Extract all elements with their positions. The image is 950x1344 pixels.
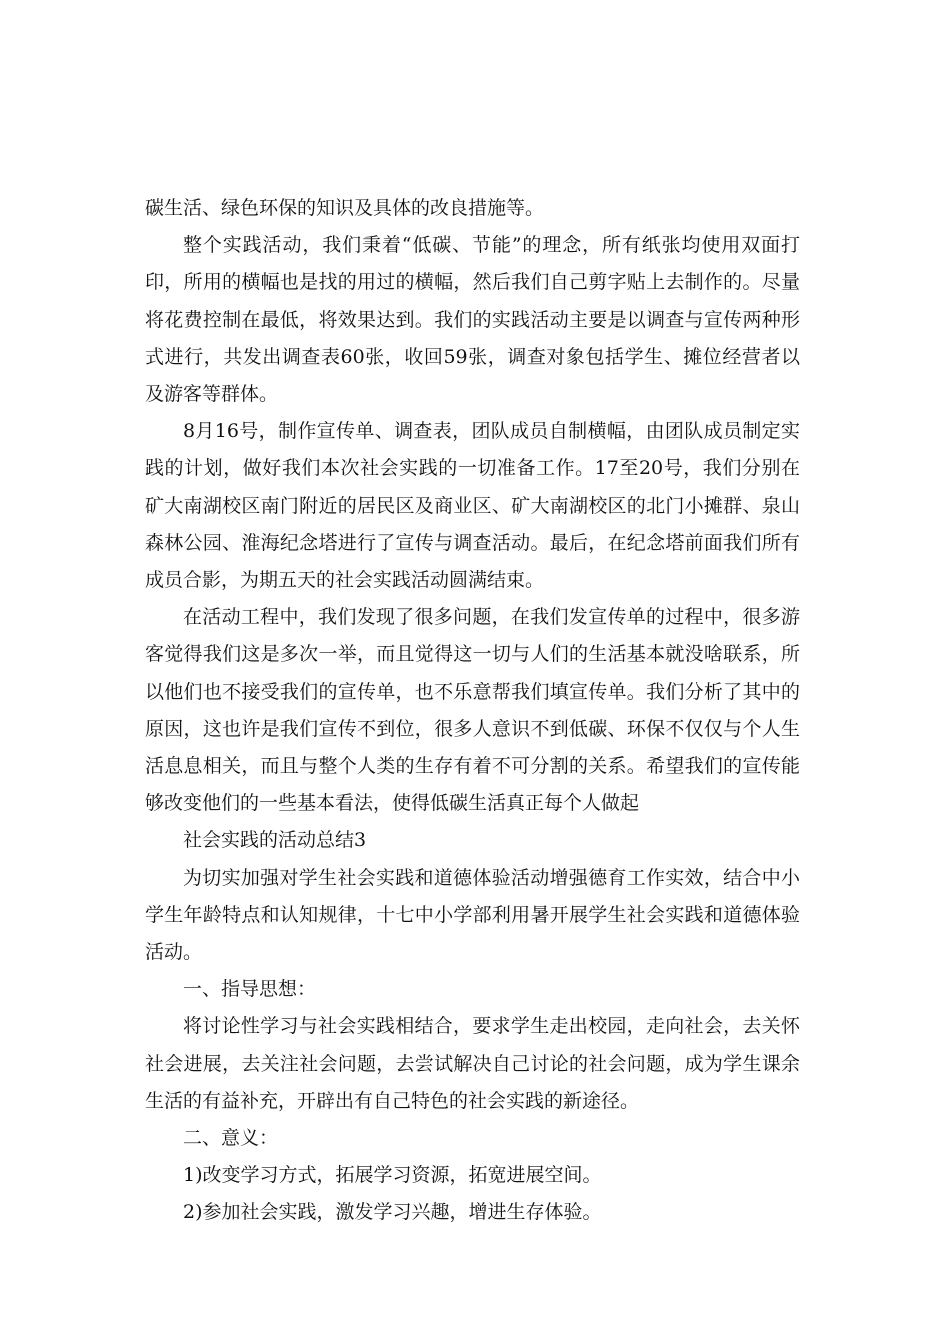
list-item-significance-1: 1)改变学习方式，拓展学习资源，拓宽进展空间。 (183, 1164, 602, 1187)
paragraph-summary-intro: 为切实加强对学生社会实践和道德体验活动增强德育工作实效，结合中小学生年龄特点和认知规律，十七中小学部利用暑开展学生社会实践和道德体验活动。 (145, 866, 800, 964)
paragraph-problems-found: 在活动工程中，我们发现了很多问题，在我们发宣传单的过程中，很多游客觉得我们这是多次一举，而且觉得这一切与人们的生活基本就没啥联系，所以他们也不接受我们的宣传单，也不乐意帮我们填宣传单。我们分析了其中的原因，这也许是我们宣传不到位，很多人意识不到低碳、环保不仅仅与个人生活息息相关，而且与整个人类的生存有着不可分割的关系。希望我们的宣传能够改变他们的一些基本看法，使得低碳生活真正每个人做起 (145, 606, 800, 815)
paragraph-continued-low-carbon: 碳生活、绿色环保的知识及具体的改良措施等。 (145, 197, 545, 219)
paragraph-schedule: 8月16号，制作宣传单、调查表，团队成员自制横幅，由团队成员制定实践的计划，做好我们本次社会实践的一切准备工作。17至20号，我们分别在矿大南湖校区南门附近的居民区及商业区、矿大南湖校区的北门小摊群、泉山森林公园、淮海纪念塔进行了宣传与调查活动。最后，在纪念塔前面我们所有成员合影，为期五天的社会实践活动圆满结束。 (145, 420, 800, 592)
list-item-significance-2: 2)参加社会实践，激发学习兴趣，增进生存体验。 (183, 1201, 602, 1224)
section-heading-summary-3: 社会实践的活动总结3 (183, 829, 367, 852)
heading-significance: 二、意义： (183, 1127, 279, 1150)
paragraph-guiding-ideology: 将讨论性学习与社会实践相结合，要求学生走出校园，走向社会，去关怀社会进展，去关注社会问题，去尝试解决自己讨论的社会问题，成为学生课余生活的有益补充，开辟出有自己特色的社会实践的新途径。 (145, 1015, 800, 1112)
document-body (145, 190, 800, 1232)
paragraph-practice-overview: 整个实践活动，我们秉着“低碳、节能”的理念，所有纸张均使用双面打印，所用的横幅也是找的用过的横幅，然后我们自己剪字贴上去制作的。尽量将花费控制在最低，将效果达到。我们的实践活动主要是以调查与宣传两种形式进行，共发出调查表60张，收回59张，调查对象包括学生、摊位经营者以及游客等群体。 (145, 234, 800, 406)
heading-guiding-ideology: 一、指导思想： (183, 978, 317, 1001)
